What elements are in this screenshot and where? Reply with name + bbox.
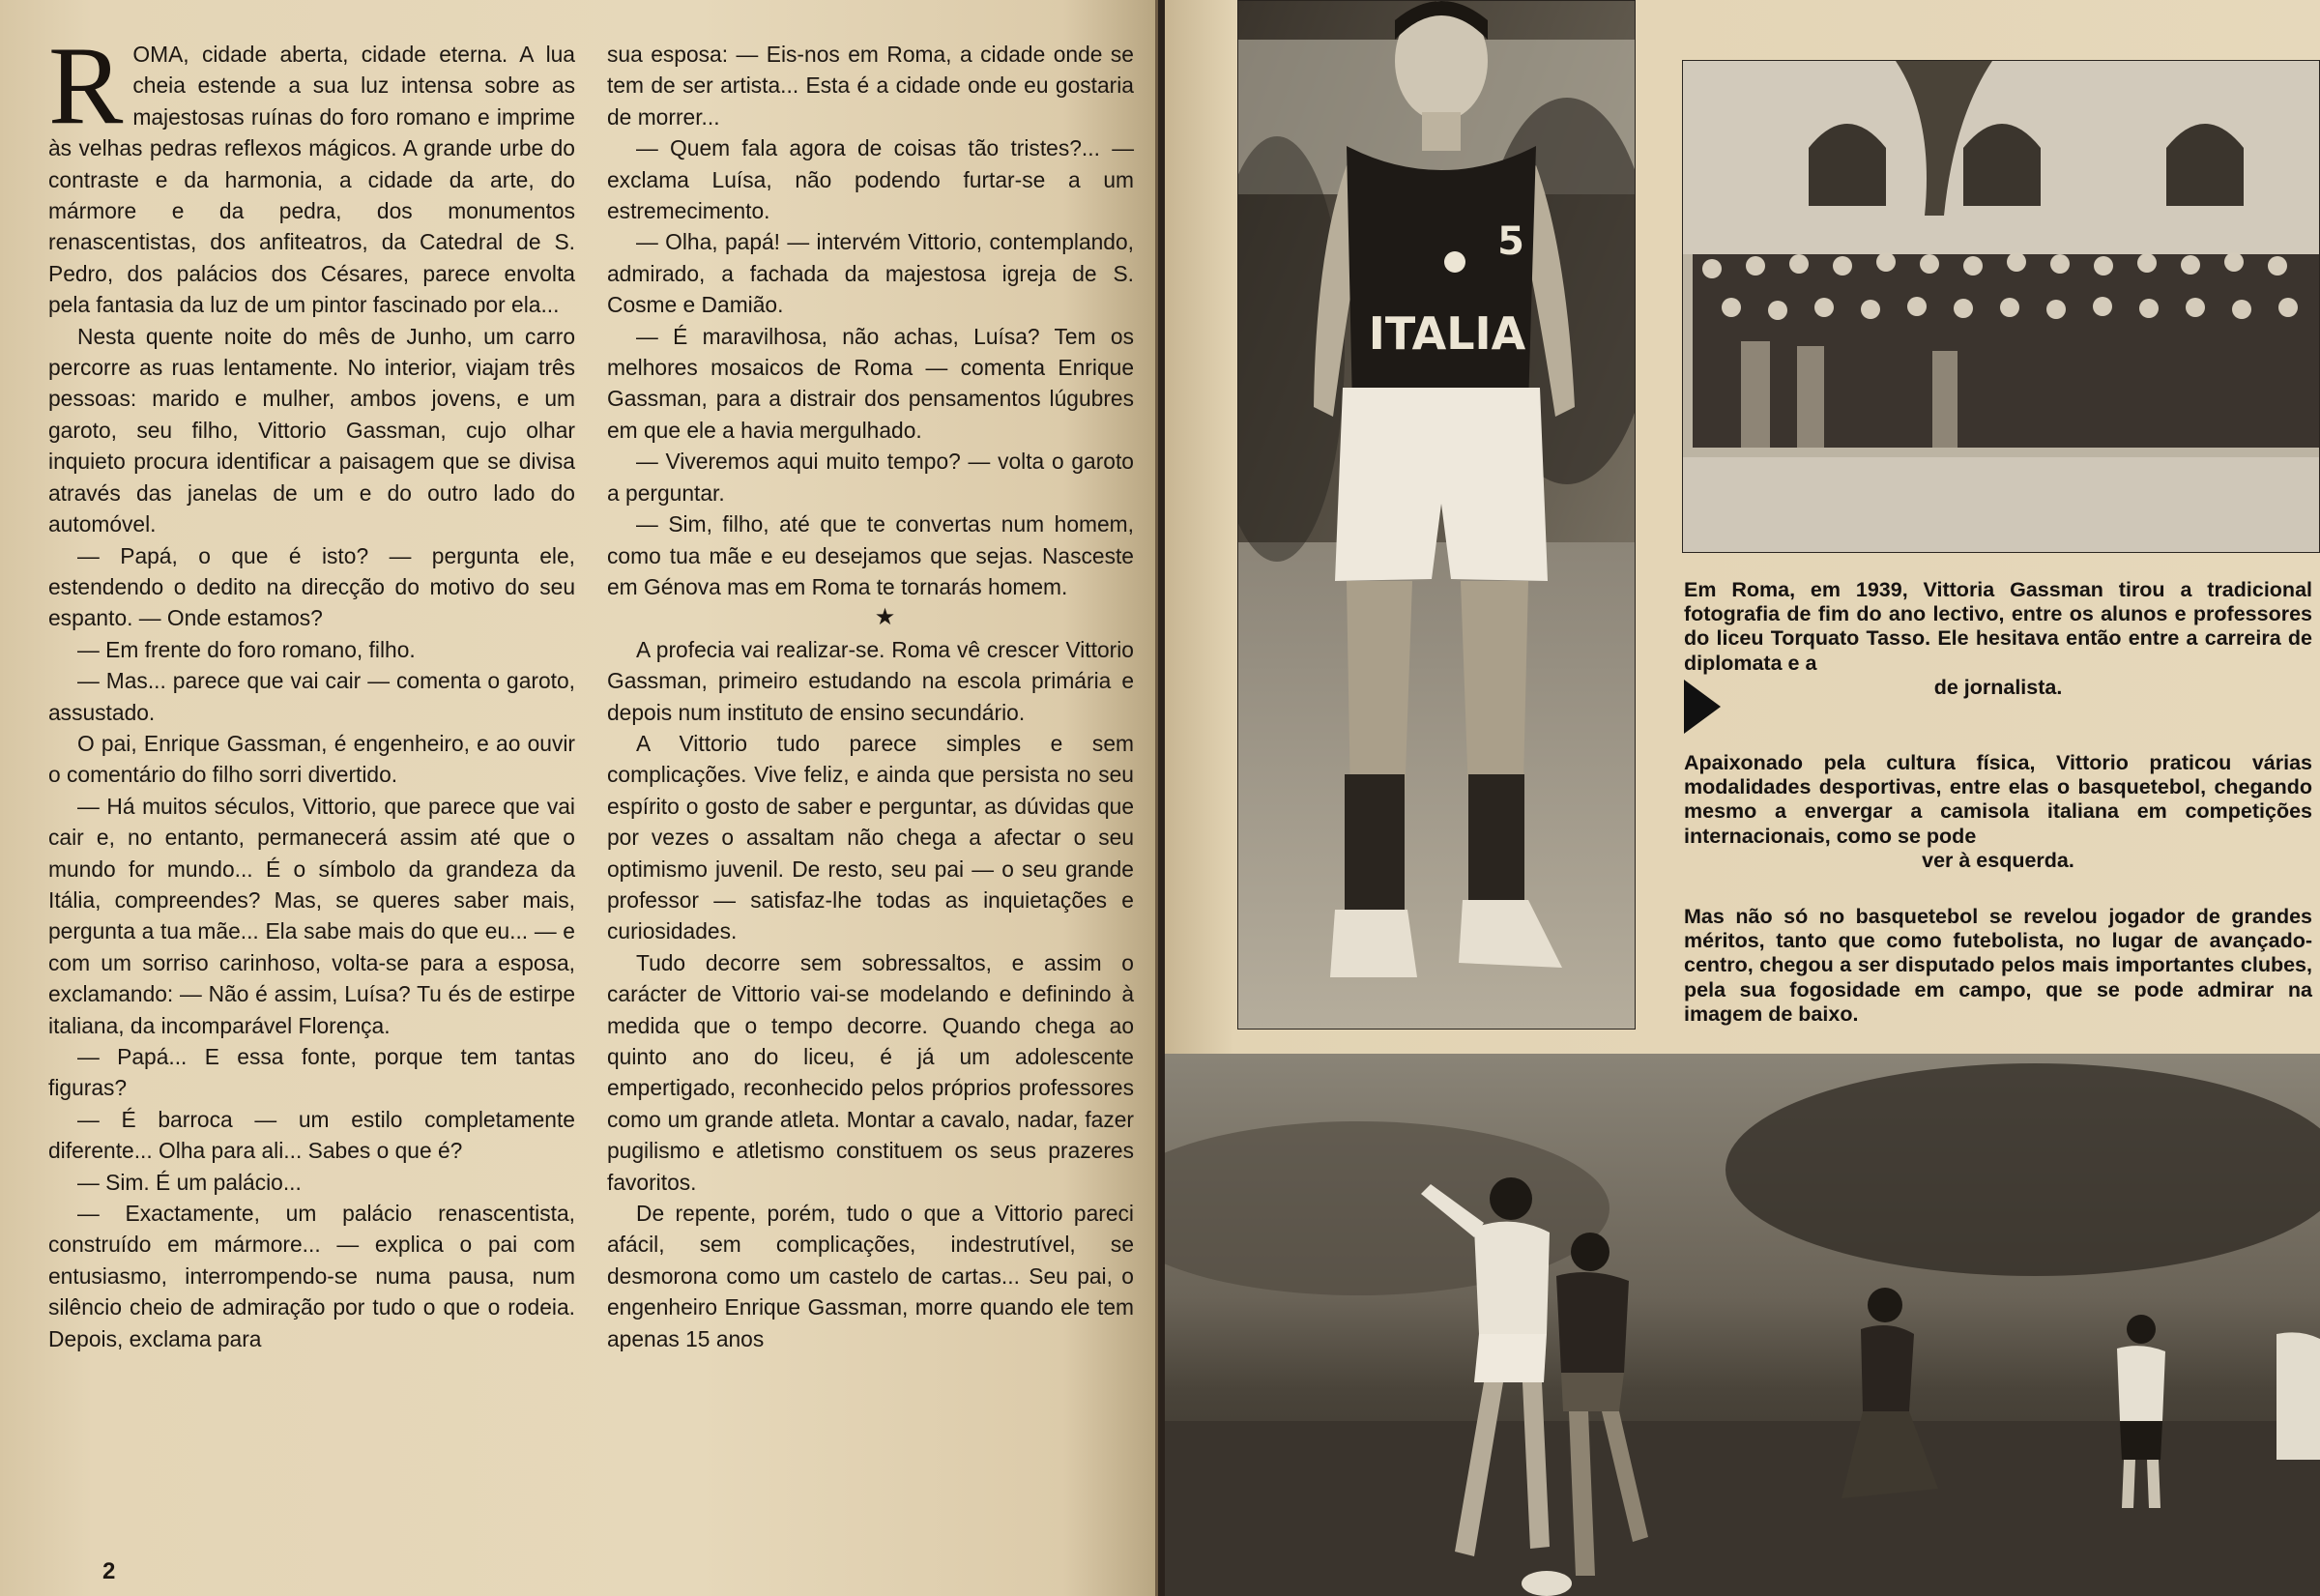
paragraph: — É maravilhosa, não achas, Luísa? Tem os melhores mosaicos de Roma — comenta Enrique Gassman, para a distrair dos pensamentos lúgubres em que ele a havia mergulhado.: [607, 323, 1134, 443]
left-page: [0, 0, 1158, 1596]
drop-cap: R: [48, 24, 124, 148]
paragraph: OMA, cidade aberta, cidade eterna. A lua cheia estende a sua luz intensa sobre as majestosas ruínas do foro romano e imprime às velhas pedras reflexos mágicos. A grande urbe do contraste e da harmonia, a cidade da arte, do mármore e da pedra, dos monumentos renascentistas, dos anfiteatros, da Catedral de S. Pedro, dos palácios dos Césares, parece envolta pela fantasia da luz de um pintor fascinado por ela...: [48, 42, 575, 318]
paragraph: — Viveremos aqui muito tempo? — volta o garoto a perguntar.: [607, 449, 1134, 506]
caption-text-end: ver à esquerda.: [1922, 848, 2074, 872]
text-column-1: [48, 24, 575, 1354]
paragraph: A profecia vai realizar-se. Roma vê crescer Vittorio Gassman, primeiro estudando na escola primária e depois num instituto de ensino secundário.: [607, 636, 1134, 725]
arrow-left-pointer-icon: [1684, 680, 1721, 734]
caption-text-end: de jornalista.: [1933, 675, 2063, 699]
paragraph: sua esposa: — Eis-nos em Roma, a cidade onde se tem de ser artista... Esta é a cidade onde eu gostaria de morrer...: [607, 42, 1134, 130]
paragraph: Tudo decorre sem sobressaltos, e assim o carácter de Vittorio vai-se modelando e definindo à medida que o tempo decorre. Quando chega ao quinto ano do liceu, é já um adolescente empertigado, reconhecido pelos próprios professores como um grande atleta. Montar a cavalo, nadar, fazer pugilismo e atletismo constituem os seus prazeres favoritos.: [607, 949, 1134, 1195]
paragraph: Nesta quente noite do mês de Junho, um carro percorre as ruas lentamente. No interior, viajam três pessoas: marido e mulher, ambos jovens, e um garoto, seu filho, Vittorio Gassman, cujo olhar inquieto procura identificar a paisagem que se divisa através das janelas de um e do outro lado do automóvel.: [48, 323, 575, 537]
paragraph: — Sim, filho, até que te convertas num homem, como tua mãe e eu desejamos que sejas. Nasceste em Génova mas em Roma te tornarás homem.: [607, 511, 1134, 599]
class-group-photo: [1682, 60, 2320, 553]
page-number: 2: [102, 1558, 116, 1584]
paragraph: — Exactamente, um palácio renascentista, construído em mármore... — explica o pai com entusiasmo, interrompendo-se numa pausa, num silêncio cheio de admiração por tudo o que o rodeia. Depois, exclama para: [48, 1201, 575, 1351]
caption-class-photo: [1684, 578, 2312, 700]
jersey-number: 5: [1497, 219, 1524, 264]
paragraph: A Vittorio tudo parece simples e sem complicações. Vive feliz, e ainda que persista no seu espírito o gosto de saber e perguntar, as dúvidas que por vezes o assaltam não chega a afectar o seu optimismo juvenil. De resto, seu pai — o seu grande professor — satisfaz-lhe todas as inquietações e curiosidades.: [607, 730, 1134, 944]
paragraph: — Há muitos séculos, Vittorio, que parece que vai cair e, no entanto, permanecerá assim até que o mundo for mundo... É o símbolo da grandeza da Itália, compreendes? Mas, se queres saber mais, pergunta a tua mãe... Ela sabe mais do que eu... — e com um sorriso carinhoso, volta-se para a esposa, exclamando: — Não é assim, Luísa? Tu és de estirpe italiana, da incomparável Florença.: [48, 793, 575, 1038]
paragraph: — Papá, o que é isto? — pergunta ele, estendendo o dedito na direcção do motivo do seu espanto. — Onde estamos?: [48, 542, 575, 631]
paragraph: De repente, porém, tudo o que a Vittorio pareci afácil, sem complicações, indestrutível, se desmorona como um castelo de cartas... Seu pai, o engenheiro Enrique Gassman, morre quando ele tem apenas 15 anos: [607, 1201, 1134, 1351]
right-page: [1165, 0, 2320, 1596]
paragraph: — Papá... E essa fonte, porque tem tantas figuras?: [48, 1044, 575, 1101]
paragraph: O pai, Enrique Gassman, é engenheiro, e ao ouvir o comentário do filho sorri divertido.: [48, 730, 575, 788]
caption-basketball: [1684, 751, 2312, 873]
paragraph: — É barroca — um estilo completamente diferente... Olha para ali... Sabes o que é?: [48, 1106, 575, 1164]
caption-football: Mas não só no basquetebol se revelou jogador de grandes méritos, tanto que como futebolista, no lugar de avançado-centro, chegou a ser disputado pelos mais importantes clubes, pela sua fogosidade em campo, que se pode admirar na imagem de baixo.: [1684, 905, 2312, 1026]
basketball-player-photo: [1237, 0, 1636, 1030]
text-column-2: [607, 39, 1134, 1354]
paragraph: — Sim. É um palácio...: [77, 1169, 302, 1195]
section-star-icon: ★: [874, 604, 896, 631]
paragraph: — Quem fala agora de coisas tão tristes?... — exclama Luísa, não podendo furtar-se a um estremecimento.: [607, 135, 1134, 224]
paragraph: — Olha, papá! — intervém Vittorio, contemplando, admirado, a fachada da majestosa igreja de S. Cosme e Damião.: [607, 229, 1134, 318]
paragraph: — Mas... parece que vai cair — comenta o garoto, assustado.: [48, 668, 575, 725]
caption-text: Apaixonado pela cultura física, Vittorio praticou várias modalidades desportivas, entre elas o basquetebol, chegando mesmo a envergar a camisola italiana em competições internacionais, como se pode: [1684, 751, 2312, 848]
football-match-photo: [1165, 1054, 2320, 1596]
caption-text: Em Roma, em 1939, Vittoria Gassman tirou a tradicional fotografia de fim do ano lectivo, entre os alunos e professores do liceu Torquato Tasso. Ele hesitava então entre a carreira de diplomata e a: [1684, 578, 2312, 675]
jersey-text: ITALIA: [1368, 307, 1526, 360]
paragraph: — Em frente do foro romano, filho.: [77, 636, 416, 662]
